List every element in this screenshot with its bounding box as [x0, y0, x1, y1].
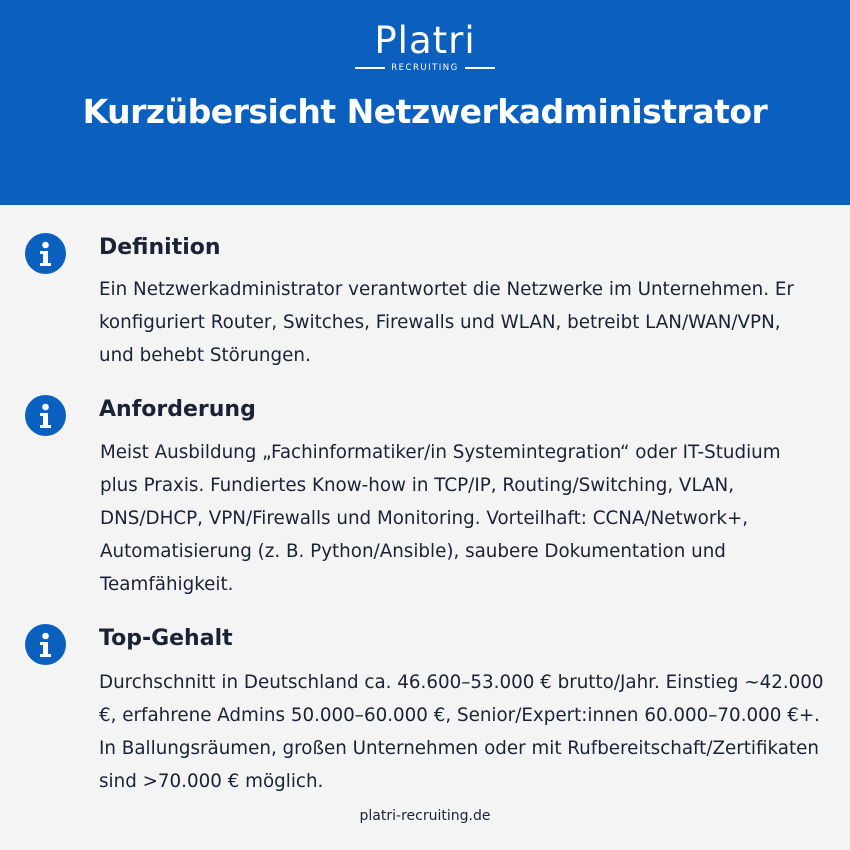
logo-divider-right [465, 67, 495, 69]
header-banner [0, 0, 850, 205]
section-body: Ein Netzwerkadministrator verantwortet die Netzwerke im Unternehmen. Er konfiguriert Router, Switches, Firewalls und WLAN, betreibt LAN/WAN/VPN, und behebt Störungen. [99, 279, 794, 366]
page-title: Kurzübersicht Netzwerkadministrator [82, 92, 768, 131]
footer [0, 806, 850, 826]
info-icon [25, 395, 66, 436]
logo-wordmark: Platri [374, 19, 476, 62]
info-icon [25, 624, 66, 665]
info-icon [25, 233, 66, 274]
section-title: Top-Gehalt [99, 626, 233, 651]
section-title: Anforderung [99, 397, 256, 422]
section-body: Durchschnitt in Deutschland ca. 46.600–53.000 € brutto/Jahr. Einstieg ~42.000 €, erfahrene Admins 50.000–60.000 €, Senior/Expert:innen 60.000–70.000 €+. In Ballungsräumen, großen Unternehmen oder mit Rufbereitschaft/Zertifikaten sind >70.000 € möglich. [99, 672, 824, 792]
logo-subtitle: RECRUITING [391, 63, 459, 73]
section-body: Meist Ausbildung „Fachinformatiker/in Systemintegration“ oder IT-Studium plus Praxis. Fundiertes Know-how in TCP/IP, Routing/Switching, VLAN, DNS/DHCP, VPN/Firewalls und Monitoring. Vorteilhaft: CCNA/Network+, Automatisierung (z. B. Python/Ansible), saubere Dokumentation und Teamfähigkeit. [100, 442, 781, 595]
section-title: Definition [99, 235, 221, 260]
logo-subtitle-row [0, 63, 850, 73]
logo-divider-left [355, 67, 385, 69]
platri-logo [0, 20, 850, 73]
footer-url[interactable]: platri-recruiting.de [359, 808, 491, 824]
